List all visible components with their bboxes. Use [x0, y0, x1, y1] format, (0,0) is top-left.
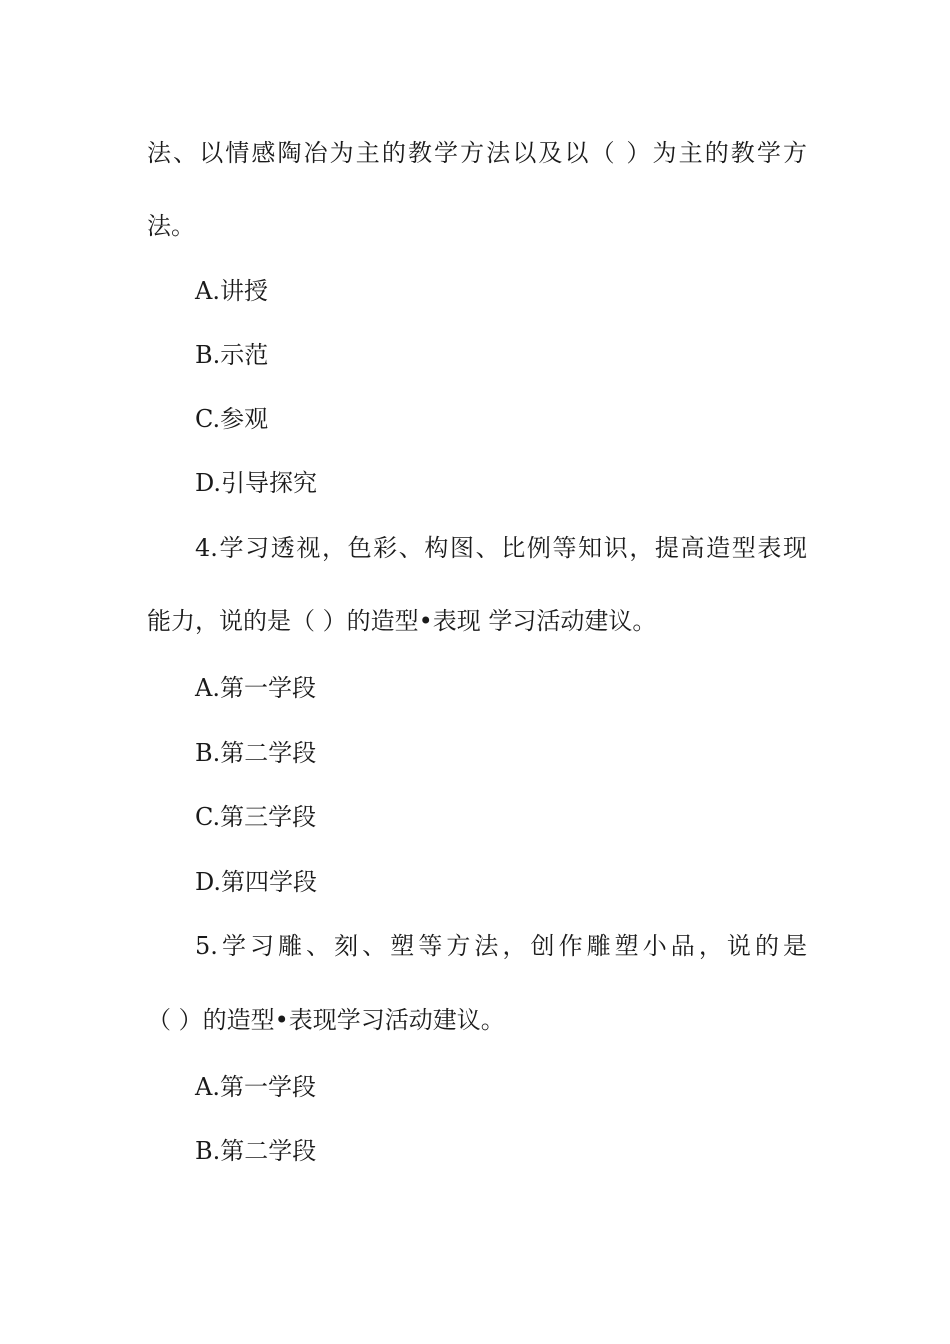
q3-option-a: A.讲授: [195, 277, 268, 305]
q4-option-b: B.第二学段: [195, 739, 317, 767]
q3-option-d: D.引导探究: [195, 469, 318, 497]
q4-option-c: C.第三学段: [195, 803, 317, 831]
q3-option-b: B.示范: [195, 341, 269, 369]
q4-option-a: A.第一学段: [195, 674, 316, 702]
q4-option-d: D.第四学段: [195, 868, 318, 896]
q4-stem-line-1: 4.学习透视，色彩、构图、比例等知识，提高造型表现: [195, 534, 807, 562]
q4-stem-line-2: 能力，说的是（ ）的造型•表现 学习活动建议。: [147, 607, 657, 635]
q5-option-b: B.第二学段: [195, 1137, 317, 1165]
q5-stem-line-2: （ ）的造型•表现学习活动建议。: [147, 1006, 505, 1034]
q3-stem-line-1: 法、以情感陶冶为主的教学方法以及以（ ）为主的教学方: [147, 139, 807, 167]
q3-option-c: C.参观: [195, 405, 269, 433]
q5-stem-line-1: 5.学习雕、刻、塑等方法，创作雕塑小品，说的是: [195, 932, 807, 960]
q3-stem-line-2: 法。: [147, 212, 195, 240]
q5-option-a: A.第一学段: [195, 1073, 316, 1101]
